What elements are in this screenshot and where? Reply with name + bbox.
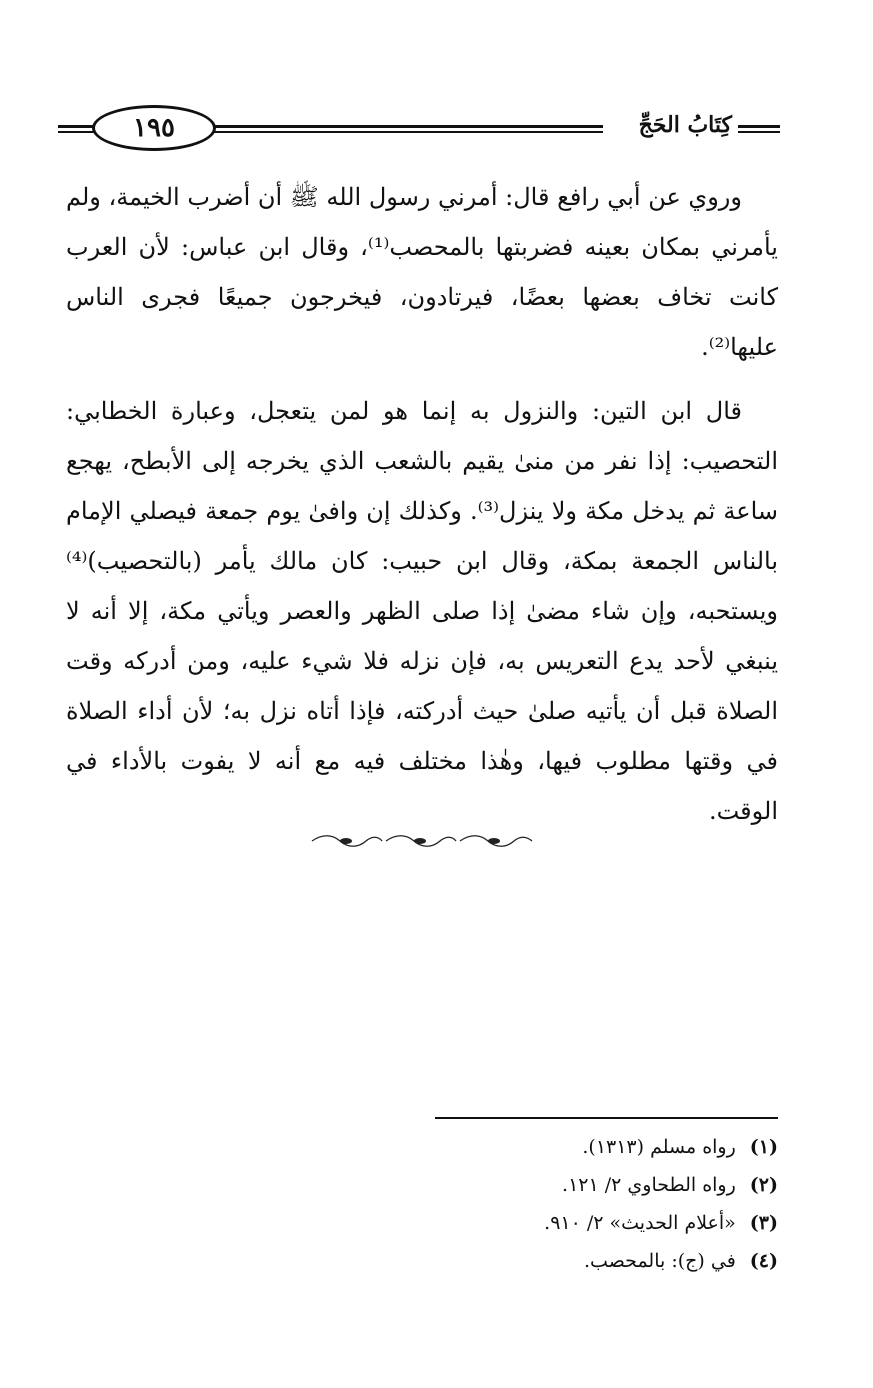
footnote-number: (٤)	[749, 1250, 778, 1272]
page-number: ١٩٥	[92, 105, 216, 151]
footnote	[178, 1166, 778, 1204]
header-rule-middle	[208, 125, 603, 128]
header-rule-right	[738, 125, 780, 128]
section-ornament	[310, 832, 534, 850]
paragraph: وروي عن أبي رافع قال: أمرني رسول الله ﷺ أن أضرب الخيمة، ولم يأمرني بمكان بعينه فضربتها بالمحصب⁽¹⁾، وقال ابن عباس: لأن العرب كانت تخاف بعضها بعضًا، فيرتادون، فيخرجون جميعًا فجرى الناس عليها⁽²⁾.	[66, 183, 778, 361]
footnote-text: «أعلام الحديث» ٢/ ٩١٠.	[544, 1212, 736, 1234]
footnote-number: (٣)	[749, 1212, 778, 1234]
footnote-text: في (ج): بالمحصب.	[584, 1250, 736, 1272]
footnotes	[178, 1128, 778, 1280]
footnote	[178, 1128, 778, 1166]
footnote-text: رواه مسلم (١٣١٣).	[582, 1136, 736, 1158]
footnote-number: (١)	[749, 1136, 778, 1158]
footnote-rule	[435, 1117, 778, 1119]
header-rule-middle-thin	[208, 131, 603, 133]
footnote-number: (٢)	[749, 1174, 778, 1196]
footnote-text: رواه الطحاوي ٢/ ١٢١.	[562, 1174, 736, 1196]
page-header	[58, 100, 780, 160]
footnote	[178, 1204, 778, 1242]
main-text	[66, 172, 778, 836]
chapter-title: كِتَابُ الحَجِّ	[638, 112, 732, 138]
footnote	[178, 1242, 778, 1280]
paragraph: قال ابن التين: والنزول به إنما هو لمن يتعجل، وعبارة الخطابي: التحصيب: إذا نفر من منىٰ يقيم بالشعب الذي يخرجه إلى الأبطح، يهجع ساعة ثم يدخل مكة ولا ينزل⁽³⁾. وكذلك إن وافىٰ يوم جمعة فيصلي الإمام بالناس الجمعة بمكة، وقال ابن حبيب: كان مالك يأمر (بالتحصيب)⁽⁴⁾ ويستحبه، وإن شاء مضىٰ إذا صلى الظهر والعصر ويأتي مكة، إلا أنه لا ينبغي لأحد يدع التعريس به، فإن نزله فلا شيء عليه، ومن أدركه وقت الصلاة قبل أن يأتيه صلىٰ حيث أدركته، فإذا أتاه نزل به؛ لأن أداء الصلاة في وقتها مطلوب فيها، وهٰذا مختلف فيه مع أنه لا يفوت بالأداء في الوقت.	[66, 397, 778, 825]
header-rule-right-thin	[738, 131, 780, 133]
